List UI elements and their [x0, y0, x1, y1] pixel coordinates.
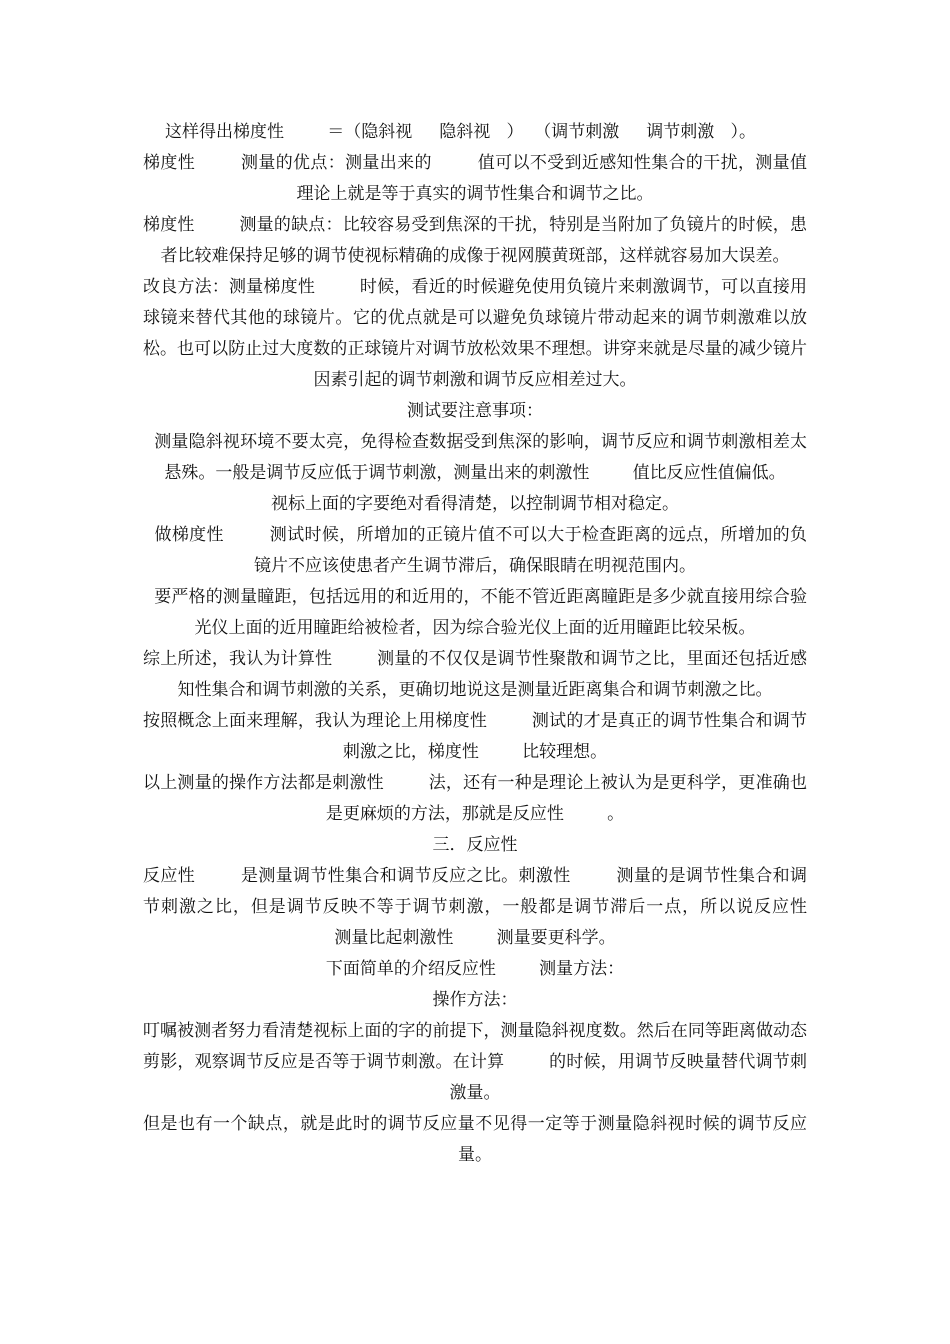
- paragraph-gradient-formula: 这样得出梯度性 ＝（隐斜视 隐斜视 ） （调节刺激 调节刺激 ）。: [165, 122, 756, 142]
- paragraph-lighting-note: 测量隐斜视环境不要太亮，免得检查数据受到焦深的影响，调节反应和调节刺激相差太悬殊。一般是调节反应低于调节刺激，测量出来的刺激性 值比反应性值偏低。: [143, 432, 808, 483]
- document-body: [143, 117, 883, 1171]
- paragraph-gradient-disadvantages: 梯度性 测量的缺点：比较容易受到焦深的干扰，特别是当附加了负镜片的时候，患者比较难保持足够的调节使视标精确的成像于视网膜黄斑部，这样就容易加大误差。: [143, 215, 807, 266]
- heading-procedure: 操作方法：: [432, 990, 518, 1010]
- paragraph-target-clarity: 视标上面的字要绝对看得清楚，以控制调节相对稳定。: [271, 494, 679, 514]
- paragraph-limitation: 但是也有一个缺点，就是此时的调节反应量不见得一定等于测量隐斜视时候的调节反应量。: [143, 1114, 807, 1165]
- heading-response-method: 下面简单的介绍反应性 测量方法：: [325, 959, 625, 979]
- paragraph-pupil-distance: 要严格的测量瞳距，包括远用的和近用的，不能不管近距离瞳距是多少就直接用综合验光仪上面的近用瞳距给被检者，因为综合验光仪上面的近用瞳距比较呆板。: [143, 587, 808, 638]
- heading-section-three: 三．反应性: [432, 835, 518, 855]
- heading-test-notes: 测试要注意事项：: [407, 401, 543, 421]
- paragraph-summary: 综上所述，我认为计算性 测量的不仅仅是调节性聚散和调节之比，里面还包括近感知性集合和调节刺激的关系，更确切地说这是测量近距离集合和调节刺激之比。: [143, 649, 807, 700]
- paragraph-improved-method: 改良方法：测量梯度性 时候，看近的时候避免使用负镜片来刺激调节，可以直接用 球镜来替代其他的球镜片。它的优点就是可以避免负球镜片带动起来的调节刺激难以放松。也可以防止过大度数的正球镜片对调节放松效果不理想。讲穿来就是尽量的减少镜片因素引起的调节刺激和调节反应相差过大。: [143, 277, 883, 390]
- paragraph-procedure: 叮嘱被测者努力看清楚视标上面的字的前提下，测量隐斜视度数。然后在同等距离做动态剪影，观察调节反应是否等于调节刺激。在计算 的时候，用调节反映量替代调节刺激量。: [143, 1021, 807, 1103]
- paragraph-gradient-advantages: 梯度性 测量的优点：测量出来的 值可以不受到近感知性集合的干扰，测量值理论上就是等于真实的调节性集合和调节之比。: [143, 153, 807, 204]
- paragraph-methods-overview: 以上测量的操作方法都是刺激性 法，还有一种是理论上被认为是更科学，更准确也是更麻烦的方法，那就是反应性 。: [143, 773, 807, 824]
- paragraph-lens-limits: 做梯度性 测试时候，所增加的正镜片值不可以大于检查距离的远点，所增加的负镜片不应该使患者产生调节滞后，确保眼睛在明视范围内。: [143, 525, 808, 576]
- paragraph-response-definition: 反应性 是测量调节性集合和调节反应之比。刺激性 测量的是调节性集合和调节刺激之比，但是调节反映不等于调节刺激，一般都是调节滞后一点，所以说反应性 测量比起刺激性 测量要更科学。: [143, 866, 851, 948]
- paragraph-concept: 按照概念上面来理解，我认为理论上用梯度性 测试的才是真正的调节性集合和调节刺激之比，梯度性 比较理想。: [143, 711, 807, 762]
